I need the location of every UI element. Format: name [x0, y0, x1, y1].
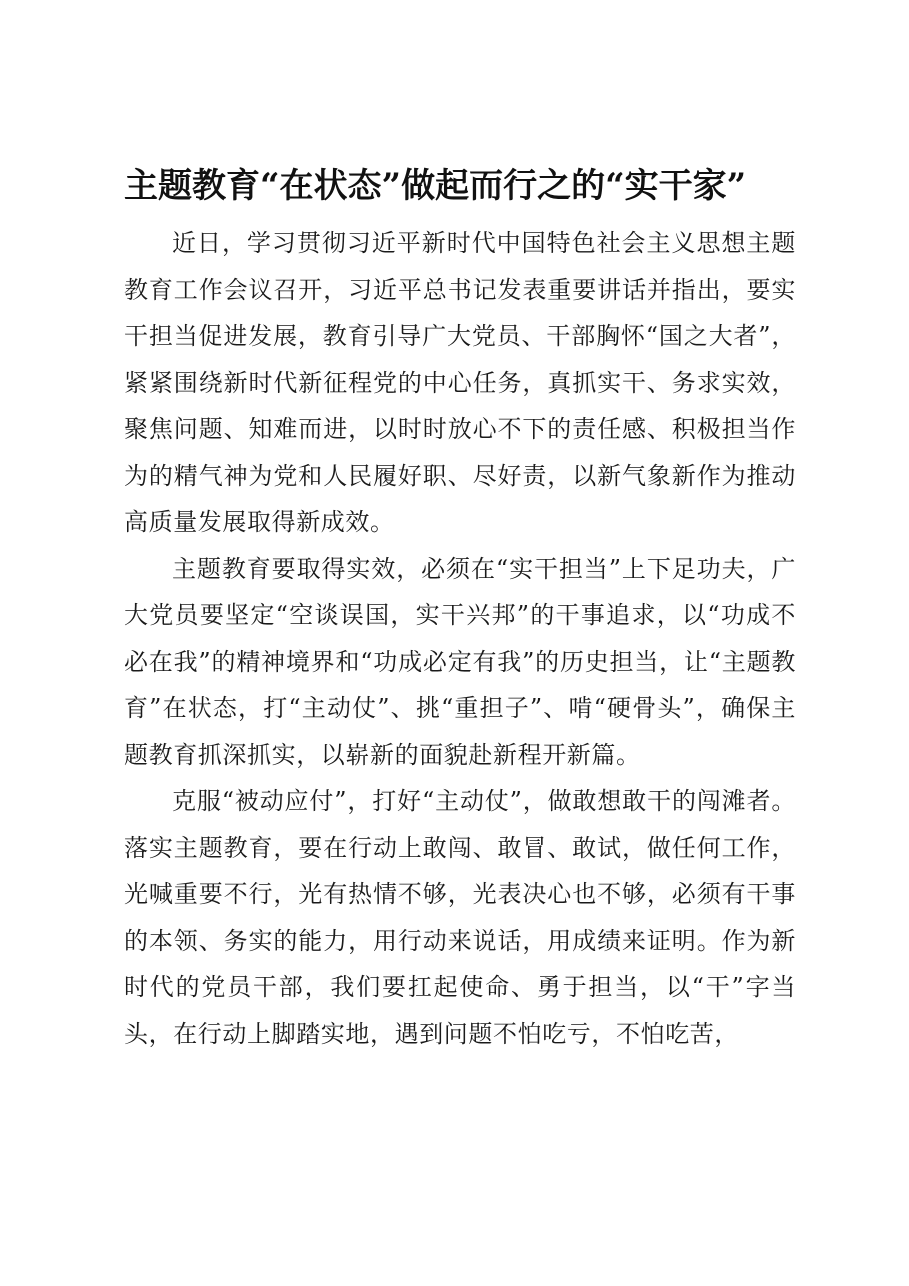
paragraph: 克服“被动应付”，打好“主动仗”，做敢想敢干的闯滩者。落实主题教育，要在行动上敢闯、敢冒、敢试，做任何工作，光喊重要不行，光有热情不够，光表决心也不够，必须有干事的本领、务实的能力，用行动来说话，用成绩来证明。作为新时代的党员干部，我们要扛起使命、勇于担当，以“干”字当头，在行动上脚踏实地，遇到问题不怕吃亏，不怕吃苦， — [124, 787, 796, 1048]
paragraph: 近日，学习贯彻习近平新时代中国特色社会主义思想主题教育工作会议召开，习近平总书记发表重要讲话并指出，要实干担当促进发展，教育引导广大党员、干部胸怀“国之大者”，紧紧围绕新时代新征程党的中心任务，真抓实干、务求实效，聚焦问题、知难而进，以时时放心不下的责任感、积极担当作为的精气神为党和人民履好职、尽好责，以新气象新作为推动高质量发展取得新成效。 — [124, 229, 796, 536]
document-title: 主题教育“在状态”做起而行之的“实干家” — [124, 166, 747, 206]
paragraph: 主题教育要取得实效，必须在“实干担当”上下足功夫，广大党员要坚定“空谈误国，实干兴邦”的干事追求，以“功成不必在我”的精神境界和“功成必定有我”的历史担当，让“主题教育”在状态，打“主动仗”、挑“重担子”、啃“硬骨头”，确保主题教育抓深抓实，以崭新的面貌赴新程开新篇。 — [124, 554, 796, 769]
document-body — [124, 220, 796, 1057]
